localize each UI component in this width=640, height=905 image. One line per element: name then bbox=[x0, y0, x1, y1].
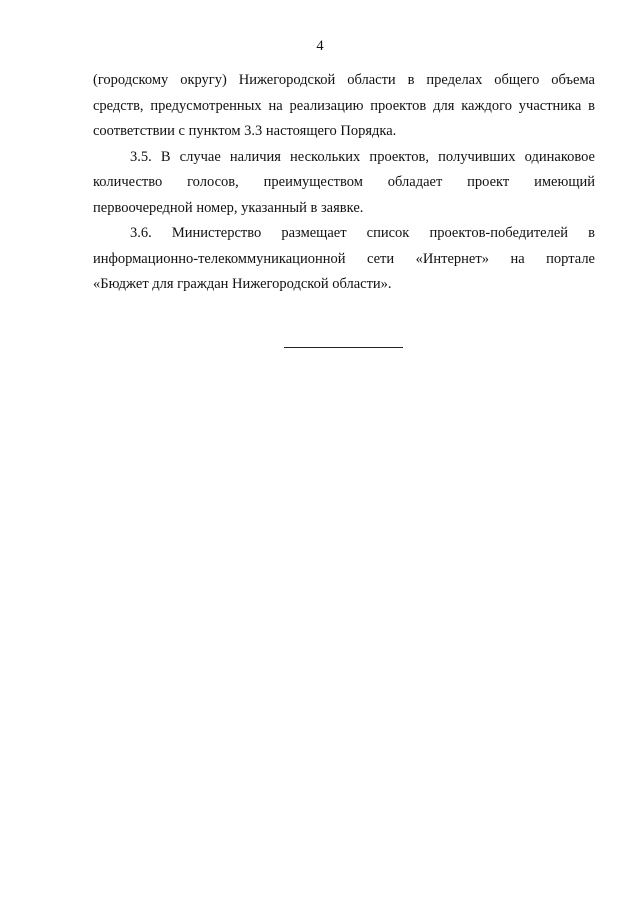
end-separator-line bbox=[284, 347, 403, 348]
text-line: количество голосов, преимуществом обладает проект имеющий bbox=[93, 174, 595, 190]
paragraph-continuation bbox=[93, 68, 595, 145]
paragraph-3-5 bbox=[93, 145, 595, 222]
document-body bbox=[93, 68, 595, 298]
text-line: (городскому округу) Нижегородской области в пределах общего объема bbox=[93, 72, 595, 88]
page-number: 4 bbox=[316, 38, 324, 54]
text-line: 3.6. Министерство размещает список проектов-победителей в bbox=[130, 225, 595, 241]
text-line: 3.5. В случае наличия нескольких проектов, получивших одинаковое bbox=[130, 148, 595, 165]
text-line: информационно-телекоммуникационной сети «Интернет» на портале bbox=[93, 250, 595, 267]
text-line: «Бюджет для граждан Нижегородской области». bbox=[93, 276, 392, 292]
text-line: первоочередной номер, указанный в заявке. bbox=[93, 199, 364, 216]
text-line: соответствии с пунктом 3.3 настоящего Порядка. bbox=[93, 123, 397, 139]
paragraph-3-6 bbox=[93, 221, 595, 298]
text-line: средств, предусмотренных на реализацию проектов для каждого участника в bbox=[93, 97, 595, 114]
